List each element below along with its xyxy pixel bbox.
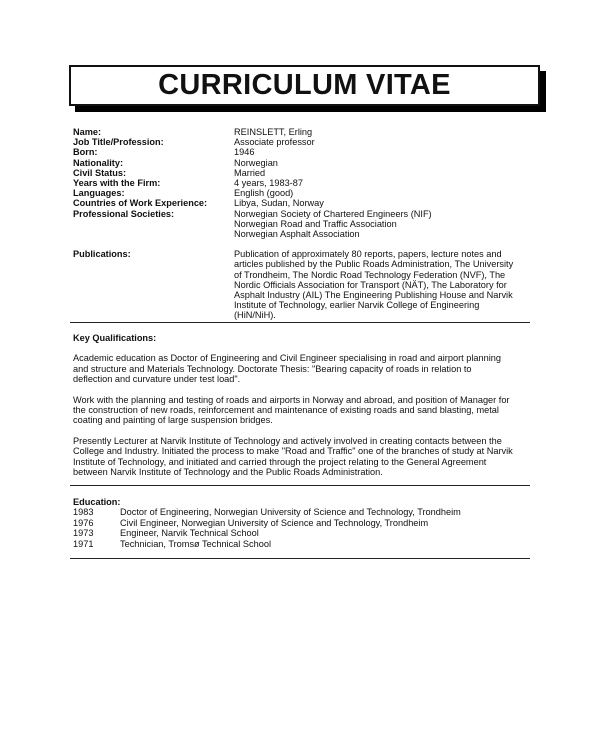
paragraph-line: Work with the planning and testing of roads and airports in Norway and abroad, and position of Manager for [73, 394, 510, 405]
detail-row-years-with-firm [73, 178, 533, 188]
spacer [73, 385, 533, 395]
detail-value [234, 209, 533, 240]
education-year: 1976 [73, 517, 94, 528]
paragraph-line: Academic education as Doctor of Engineering and Civil Engineer specialising in road and airport planning [73, 353, 501, 364]
publication-line: of Trondheim, The Nordic Road Technology Federation (NVF), The [234, 269, 506, 280]
detail-value: Norwegian [234, 157, 278, 168]
paragraph-line: coating and painting of large suspension bridges. [73, 415, 273, 426]
detail-value: English (good) [234, 188, 294, 199]
spacer [73, 426, 533, 436]
detail-row-societies [73, 209, 533, 240]
section-heading: Education: [73, 497, 121, 507]
education-text: Doctor of Engineering, Norwegian University of Science and Technology, Trondheim [120, 507, 461, 518]
society-line: Norwegian Asphalt Association [234, 229, 360, 240]
society-line: Norwegian Society of Chartered Engineers (NIF) [234, 208, 432, 219]
detail-row-name [73, 127, 533, 137]
qualification-paragraph [73, 436, 533, 478]
publication-line: Nordic Officials Association for Transport (NÄT), The Laboratory for [234, 279, 507, 290]
detail-label: Publications: [73, 249, 131, 260]
education-section [73, 497, 533, 549]
detail-label: Civil Status: [73, 167, 127, 178]
education-year: 1971 [73, 538, 94, 549]
detail-row-born [73, 147, 533, 157]
divider [70, 485, 530, 486]
paragraph-line: Institute of Technology, and initiated and carried through the project relating to the General Agreement [73, 456, 487, 467]
society-line: Norwegian Road and Traffic Association [234, 218, 397, 229]
personal-details [73, 127, 533, 321]
detail-row-countries [73, 198, 533, 208]
education-year: 1973 [73, 528, 94, 539]
publication-line: articles published by the Public Roads Administration, The University [234, 259, 514, 270]
education-entry [73, 507, 533, 517]
detail-row-publications [73, 249, 533, 320]
detail-label: Professional Societies: [73, 208, 175, 219]
detail-value: 1946 [234, 147, 255, 158]
key-qualifications-section [73, 333, 533, 477]
education-text: Engineer, Narvik Technical School [120, 528, 259, 539]
spacer [73, 343, 533, 353]
detail-label: Languages: [73, 188, 125, 199]
spacer [73, 239, 533, 249]
education-entry [73, 528, 533, 538]
title-box [69, 65, 540, 106]
divider [70, 322, 530, 323]
section-heading: Key Qualifications: [73, 333, 157, 343]
detail-value: Associate professor [234, 137, 315, 148]
divider [70, 558, 530, 559]
paragraph-line: and structure and Materials Technology. Doctorate Thesis: "Bearing capacity of roads in relation to [73, 363, 472, 374]
detail-label: Nationality: [73, 157, 124, 168]
publication-line: Asphalt Industry (AIL) The Engineering Publishing House and Narvik [234, 290, 513, 301]
detail-row-civil-status [73, 168, 533, 178]
detail-value: Married [234, 167, 266, 178]
detail-row-job-title [73, 137, 533, 147]
detail-row-languages [73, 188, 533, 198]
publication-line: Publication of approximately 80 reports, papers, lecture notes and [234, 249, 502, 260]
paragraph-line: the construction of new roads, reinforcement and maintenance of existing roads and sand blasting, metal [73, 405, 499, 416]
detail-label: Job Title/Profession: [73, 137, 164, 148]
detail-value: Libya, Sudan, Norway [234, 198, 324, 209]
detail-label: Countries of Work Experience: [73, 198, 208, 209]
publication-line: Institute of Technology, earlier Narvik College of Engineering [234, 300, 480, 311]
detail-row-nationality [73, 158, 533, 168]
education-text: Civil Engineer, Norwegian University of Science and Technology, Trondheim [120, 517, 429, 528]
publication-line: (HiN/NiH). [234, 310, 276, 321]
education-year: 1983 [73, 507, 94, 518]
detail-value [234, 249, 533, 320]
qualification-paragraph [73, 353, 533, 384]
detail-value: REINSLETT, Erling [234, 127, 313, 137]
paragraph-line: deflection and curvature under test load". [73, 374, 241, 385]
detail-label: Name: [73, 127, 102, 137]
detail-value: 4 years, 1983-87 [234, 178, 303, 189]
education-entry [73, 518, 533, 528]
detail-label: Years with the Firm: [73, 178, 161, 189]
education-entry [73, 539, 533, 549]
detail-label: Born: [73, 147, 98, 158]
paragraph-line: College and Industry. Initiated the process to make "Road and Traffic" one of the branches of study at Narvik [73, 446, 513, 457]
qualification-paragraph [73, 395, 533, 426]
paragraph-line: between Narvik Institute of Technology and the Public Roads Administration. [73, 467, 383, 478]
paragraph-line: Presently Lecturer at Narvik Institute of Technology and actively involved in creating contacts between the [73, 435, 502, 446]
education-text: Technician, Tromsø Technical School [120, 538, 271, 549]
page-title: CURRICULUM VITAE [158, 69, 451, 101]
